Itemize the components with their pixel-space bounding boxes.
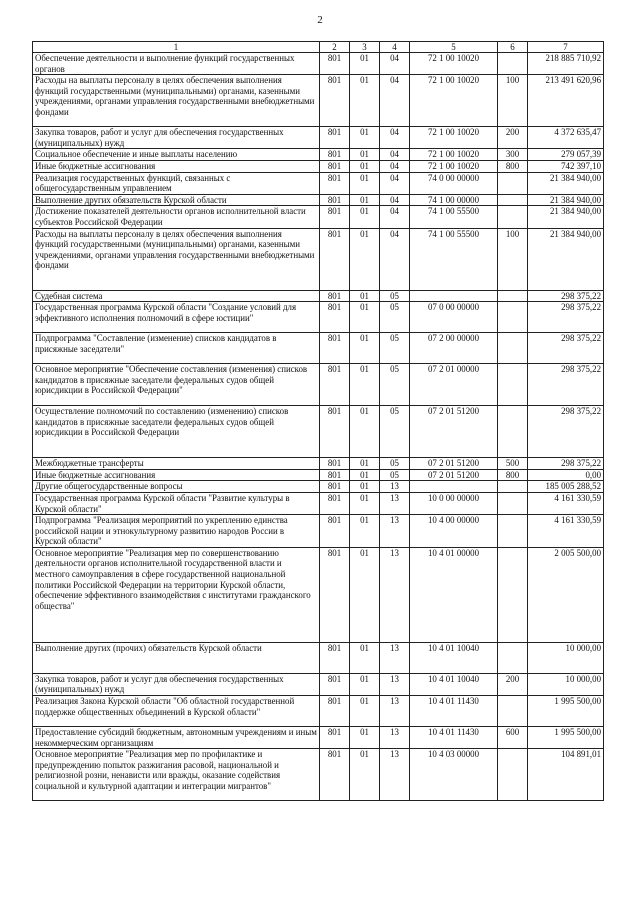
- row-name: Выполнение других (прочих) обязательств Курской области: [33, 642, 320, 673]
- row-name: Выполнение других обязательств Курской области: [33, 194, 320, 206]
- row-name: Реализация Закона Курской области "Об областной государственной поддержке общественных объединений в Курской области": [33, 696, 320, 727]
- row-name: Расходы на выплаты персоналу в целях обеспечения выполнения функций государственными (муниципальными) органами, казенными учреждениями, органами управления государственными внебюджетными фондами: [33, 228, 320, 290]
- table-row: [33, 492, 604, 514]
- row-code-6: [498, 364, 528, 406]
- row-code-6: [498, 206, 528, 228]
- row-code-2: 801: [320, 160, 350, 172]
- row-code-3: 01: [350, 53, 380, 75]
- column-header: 3: [350, 42, 380, 53]
- row-name: Достижение показателей деятельности органов исполнительной власти субъектов Российской Федерации: [33, 206, 320, 228]
- row-code-2: 801: [320, 515, 350, 548]
- row-code-4: 04: [380, 206, 410, 228]
- row-code-6: 600: [498, 727, 528, 749]
- table-row: [33, 149, 604, 161]
- row-code-3: 01: [350, 458, 380, 470]
- row-name: Подпрограмма "Реализация мероприятий по укреплению единства российской нации и этнокультурному развитию народов России в Курской области": [33, 515, 320, 548]
- row-code-3: 01: [350, 749, 380, 801]
- table-row: [33, 194, 604, 206]
- row-code-4: 04: [380, 172, 410, 194]
- row-amount: 21 384 940,00: [528, 228, 604, 290]
- row-code-3: 01: [350, 127, 380, 149]
- row-code-5: 72 1 00 10020: [410, 53, 498, 75]
- row-amount: 298 375,22: [528, 290, 604, 302]
- row-code-4: 13: [380, 673, 410, 695]
- row-code-2: 801: [320, 228, 350, 290]
- row-code-2: 801: [320, 127, 350, 149]
- table-row: [33, 673, 604, 695]
- table-row: [33, 333, 604, 364]
- row-code-2: 801: [320, 673, 350, 695]
- row-code-6: [498, 749, 528, 801]
- table-row: [33, 206, 604, 228]
- row-name: Основное мероприятие "Реализация мер по профилактике и предупреждению попыток разжигания расовой, национальной и религиозной розни, ненависти или вражды, оказание содействия социальной и культурной адаптации и интеграции мигрантов": [33, 749, 320, 801]
- row-code-5: 72 1 00 10020: [410, 75, 498, 127]
- row-code-3: 01: [350, 727, 380, 749]
- row-code-5: 07 2 00 00000: [410, 333, 498, 364]
- table-row: [33, 75, 604, 127]
- row-code-2: 801: [320, 642, 350, 673]
- row-name: Предоставление субсидий бюджетным, автономным учреждениям и иным некоммерческим организациям: [33, 727, 320, 749]
- row-code-2: 801: [320, 481, 350, 493]
- table-row: [33, 696, 604, 727]
- budget-table: [32, 41, 604, 801]
- column-header: 2: [320, 42, 350, 53]
- row-code-2: 801: [320, 206, 350, 228]
- row-code-3: 01: [350, 696, 380, 727]
- row-code-5: 10 4 01 11430: [410, 727, 498, 749]
- row-code-2: 801: [320, 492, 350, 514]
- table-row: [33, 406, 604, 458]
- row-code-6: [498, 696, 528, 727]
- row-code-5: 10 4 03 00000: [410, 749, 498, 801]
- row-code-6: [498, 53, 528, 75]
- row-amount: 10 000,00: [528, 642, 604, 673]
- row-code-5: 10 0 00 00000: [410, 492, 498, 514]
- row-name: Судебная система: [33, 290, 320, 302]
- row-code-2: 801: [320, 727, 350, 749]
- row-code-3: 01: [350, 228, 380, 290]
- row-amount: 21 384 940,00: [528, 206, 604, 228]
- row-code-3: 01: [350, 194, 380, 206]
- row-name: Реализация государственных функций, связанных с общегосударственным управлением: [33, 172, 320, 194]
- row-code-6: [498, 515, 528, 548]
- table-row: [33, 749, 604, 801]
- row-amount: 218 885 710,92: [528, 53, 604, 75]
- row-code-2: 801: [320, 194, 350, 206]
- row-code-5: 07 2 01 51200: [410, 469, 498, 481]
- table-row: [33, 481, 604, 493]
- row-name: Социальное обеспечение и иные выплаты населению: [33, 149, 320, 161]
- row-code-5: 74 1 00 55500: [410, 228, 498, 290]
- row-code-3: 01: [350, 515, 380, 548]
- table-row: [33, 228, 604, 290]
- column-header: 5: [410, 42, 498, 53]
- row-code-5: 10 4 01 11430: [410, 696, 498, 727]
- page-number: 2: [317, 14, 323, 26]
- row-name: Иные бюджетные ассигнования: [33, 469, 320, 481]
- row-code-6: [498, 194, 528, 206]
- row-code-2: 801: [320, 149, 350, 161]
- row-code-5: 10 4 01 10040: [410, 642, 498, 673]
- column-header: 4: [380, 42, 410, 53]
- row-code-4: 13: [380, 642, 410, 673]
- row-code-5: 07 2 01 51200: [410, 458, 498, 470]
- row-amount: 185 005 288,52: [528, 481, 604, 493]
- row-code-4: 04: [380, 228, 410, 290]
- row-code-5: 72 1 00 10020: [410, 127, 498, 149]
- row-code-2: 801: [320, 749, 350, 801]
- row-amount: 742 397,10: [528, 160, 604, 172]
- row-code-2: 801: [320, 458, 350, 470]
- row-code-5: 10 4 01 00000: [410, 547, 498, 642]
- row-code-3: 01: [350, 469, 380, 481]
- row-code-6: 100: [498, 75, 528, 127]
- row-code-4: 05: [380, 333, 410, 364]
- table-row: [33, 547, 604, 642]
- row-name: Другие общегосударственные вопросы: [33, 481, 320, 493]
- row-code-6: 100: [498, 228, 528, 290]
- row-code-5: [410, 290, 498, 302]
- row-code-2: 801: [320, 302, 350, 333]
- row-code-4: 13: [380, 727, 410, 749]
- row-code-3: 01: [350, 149, 380, 161]
- row-code-3: 01: [350, 302, 380, 333]
- row-code-4: 05: [380, 302, 410, 333]
- row-name: Осуществление полномочий по составлению (изменению) списков кандидатов в присяжные заседатели федеральных судов общей юрисдикции в Российской Федерации: [33, 406, 320, 458]
- row-code-2: 801: [320, 364, 350, 406]
- row-amount: 0,00: [528, 469, 604, 481]
- row-code-4: 04: [380, 194, 410, 206]
- row-code-5: 10 4 01 10040: [410, 673, 498, 695]
- row-code-4: 04: [380, 53, 410, 75]
- row-code-3: 01: [350, 492, 380, 514]
- row-code-6: [498, 492, 528, 514]
- row-code-6: 500: [498, 458, 528, 470]
- row-code-5: [410, 481, 498, 493]
- row-amount: 4 161 330,59: [528, 492, 604, 514]
- row-code-6: 800: [498, 160, 528, 172]
- row-code-3: 01: [350, 160, 380, 172]
- row-amount: 10 000,00: [528, 673, 604, 695]
- row-name: Закупка товаров, работ и услуг для обеспечения государственных (муниципальных) нужд: [33, 673, 320, 695]
- row-code-4: 05: [380, 469, 410, 481]
- row-code-6: [498, 406, 528, 458]
- row-code-6: 200: [498, 673, 528, 695]
- row-code-3: 01: [350, 206, 380, 228]
- row-code-4: 04: [380, 75, 410, 127]
- table-row: [33, 642, 604, 673]
- row-amount: 213 491 620,96: [528, 75, 604, 127]
- table-row: [33, 469, 604, 481]
- column-header: 1: [33, 42, 320, 53]
- row-code-4: 05: [380, 290, 410, 302]
- row-code-3: 01: [350, 364, 380, 406]
- row-code-3: 01: [350, 481, 380, 493]
- row-code-3: 01: [350, 290, 380, 302]
- row-code-4: 13: [380, 696, 410, 727]
- row-amount: 298 375,22: [528, 364, 604, 406]
- row-amount: 298 375,22: [528, 406, 604, 458]
- table-row: [33, 127, 604, 149]
- row-amount: 4 372 635,47: [528, 127, 604, 149]
- column-header: 7: [528, 42, 604, 53]
- row-code-5: 07 2 01 00000: [410, 364, 498, 406]
- row-code-5: 74 1 00 00000: [410, 194, 498, 206]
- table-row: [33, 160, 604, 172]
- row-code-4: 13: [380, 492, 410, 514]
- row-name: Иные бюджетные ассигнования: [33, 160, 320, 172]
- table-row: [33, 302, 604, 333]
- row-code-2: 801: [320, 547, 350, 642]
- table-row: [33, 364, 604, 406]
- row-amount: 21 384 940,00: [528, 194, 604, 206]
- row-code-4: 05: [380, 406, 410, 458]
- row-code-5: 07 0 00 00000: [410, 302, 498, 333]
- row-name: Государственная программа Курской области "Развитие культуры в Курской области": [33, 492, 320, 514]
- row-code-2: 801: [320, 406, 350, 458]
- table-row: [33, 727, 604, 749]
- row-code-4: 13: [380, 749, 410, 801]
- row-code-6: [498, 481, 528, 493]
- row-code-4: 04: [380, 149, 410, 161]
- column-header: 6: [498, 42, 528, 53]
- row-code-6: 300: [498, 149, 528, 161]
- row-name: Государственная программа Курской области "Создание условий для эффективного исполнения полномочий в сфере юстиции": [33, 302, 320, 333]
- row-code-6: 200: [498, 127, 528, 149]
- row-code-2: 801: [320, 53, 350, 75]
- row-code-3: 01: [350, 673, 380, 695]
- row-code-4: 13: [380, 481, 410, 493]
- row-code-2: 801: [320, 172, 350, 194]
- row-code-3: 01: [350, 406, 380, 458]
- row-amount: 298 375,22: [528, 333, 604, 364]
- row-amount: 2 005 500,00: [528, 547, 604, 642]
- row-name: Основное мероприятие "Обеспечение составления (изменения) списков кандидатов в присяжные заседатели федеральных судов общей юрисдикции в Российской Федерации": [33, 364, 320, 406]
- row-code-5: 10 4 00 00000: [410, 515, 498, 548]
- row-code-2: 801: [320, 696, 350, 727]
- row-amount: 298 375,22: [528, 458, 604, 470]
- row-code-6: [498, 172, 528, 194]
- row-code-6: 800: [498, 469, 528, 481]
- row-code-3: 01: [350, 547, 380, 642]
- row-code-5: 74 1 00 55500: [410, 206, 498, 228]
- table-row: [33, 290, 604, 302]
- table-row: [33, 53, 604, 75]
- row-code-6: [498, 547, 528, 642]
- row-amount: 21 384 940,00: [528, 172, 604, 194]
- table-row: [33, 515, 604, 548]
- row-code-2: 801: [320, 333, 350, 364]
- row-amount: 1 995 500,00: [528, 696, 604, 727]
- row-code-6: [498, 333, 528, 364]
- row-name: Обеспечение деятельности и выполнение функций государственных органов: [33, 53, 320, 75]
- row-amount: 104 891,01: [528, 749, 604, 801]
- row-code-3: 01: [350, 333, 380, 364]
- row-code-5: 72 1 00 10020: [410, 149, 498, 161]
- row-code-3: 01: [350, 75, 380, 127]
- row-code-4: 04: [380, 127, 410, 149]
- row-name: Закупка товаров, работ и услуг для обеспечения государственных (муниципальных) нужд: [33, 127, 320, 149]
- row-code-5: 74 0 00 00000: [410, 172, 498, 194]
- row-code-4: 04: [380, 160, 410, 172]
- row-code-6: [498, 290, 528, 302]
- row-code-5: 72 1 00 10020: [410, 160, 498, 172]
- row-amount: 279 057,39: [528, 149, 604, 161]
- row-amount: 4 161 330,59: [528, 515, 604, 548]
- row-code-2: 801: [320, 469, 350, 481]
- row-code-4: 05: [380, 364, 410, 406]
- table-row: [33, 172, 604, 194]
- row-code-4: 05: [380, 458, 410, 470]
- row-name: Расходы на выплаты персоналу в целях обеспечения выполнения функций государственными (муниципальными) органами, казенными учреждениями, органами управления государственными внебюджетными фондами: [33, 75, 320, 127]
- row-code-3: 01: [350, 642, 380, 673]
- row-code-6: [498, 302, 528, 333]
- row-code-2: 801: [320, 75, 350, 127]
- row-code-4: 13: [380, 515, 410, 548]
- row-code-3: 01: [350, 172, 380, 194]
- row-code-6: [498, 642, 528, 673]
- table-header-row: [33, 42, 604, 53]
- row-amount: 1 995 500,00: [528, 727, 604, 749]
- row-name: Основное мероприятие "Реализация мер по совершенствованию деятельности органов исполнительной государственной власти и местного самоуправления в сфере государственной национальной политики Российской Федерации на территории Курской области, обеспечение эффективного взаимодействия с институтами гражданского общества": [33, 547, 320, 642]
- row-amount: 298 375,22: [528, 302, 604, 333]
- row-name: Подпрограмма "Составление (изменение) списков кандидатов в присяжные заседатели": [33, 333, 320, 364]
- table-row: [33, 458, 604, 470]
- row-name: Межбюджетные трансферты: [33, 458, 320, 470]
- row-code-4: 13: [380, 547, 410, 642]
- row-code-5: 07 2 01 51200: [410, 406, 498, 458]
- row-code-2: 801: [320, 290, 350, 302]
